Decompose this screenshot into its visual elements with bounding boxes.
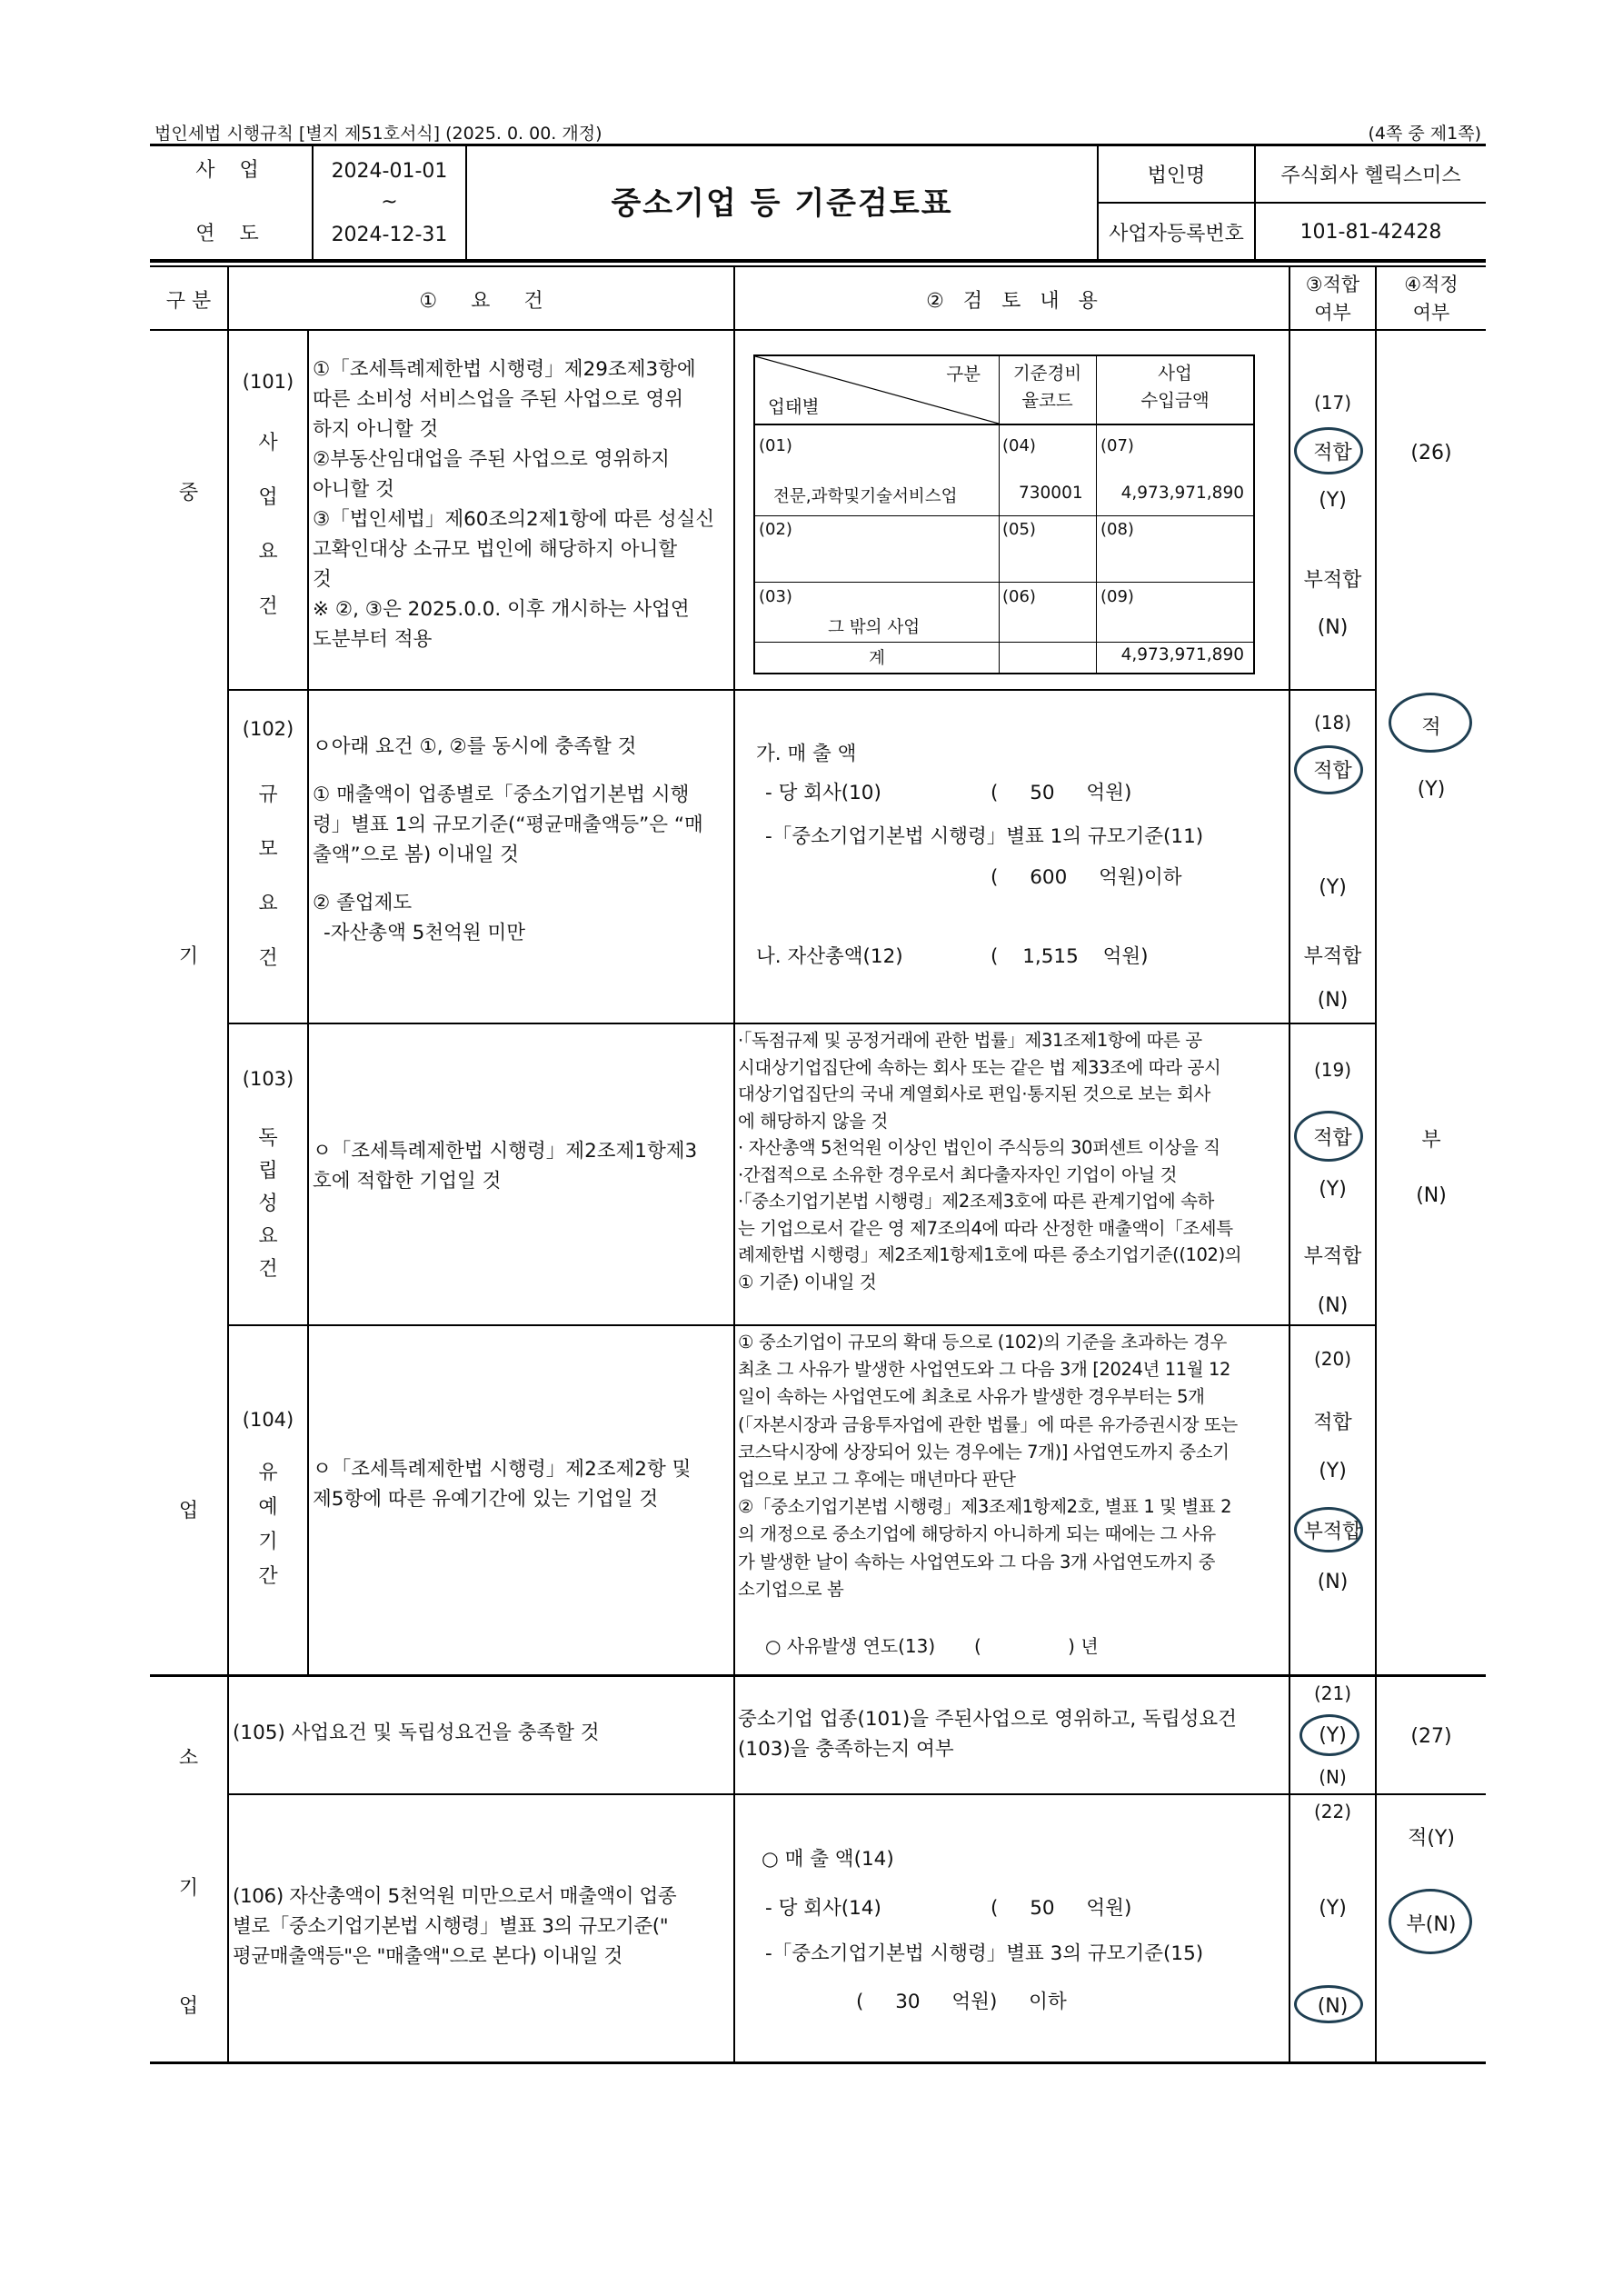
row01-industry: 전문,과학및기술서비스업 [773,487,958,506]
label-104: 유 예 기 간 [258,1462,278,1588]
rev-103: ·「독점규제 및 공정거래에 관한 법률」제31조제1항에 따른 공 시대상기업집단에 속하는 회사 또는 같은 법 제33조에 따라 공시 대상기업집단의 국내 계열회사로 편입·통지된 것으로 보는 회사 에 해당하지 않을 것 · 자산총액 5천억원 이상인 법인이 주식등의 30퍼센트 이상을 직 ·간접적으로 소유한 경우로서 최다출자자인 기업이 아닐 것 ·「중소기업기본법 시행령」제2조제3호에 따른 관계기업에 속하 는 기업으로서 같은 영 제7조의4에 따라 산정한 매출액이「조세특 례제한법 시행령」제2조제1항제1호에 따른 중소기업기준((102)의 ① 기준) 이내일 것 [738,1030,1242,1293]
row03-amount-no: (09) [1100,587,1134,606]
side-label-small-1: 소 [178,1746,199,1770]
col4-26: (26) [1410,441,1452,464]
rev-102-sales: 가. 매 출 액 [756,743,857,765]
industry-table-industry: 업태별 [768,396,820,417]
corp-name: 주식회사 헬릭스미스 [1280,164,1461,187]
req-104: ㅇ「조세특례제한법 시행령」제2조제2항 및 제5항에 따른 유예기간에 있는 기업일 것 [313,1458,692,1511]
col4-fit-y: (Y) [1417,777,1446,801]
fit-y-106: (Y) [1319,1896,1347,1920]
circle-mark-fit-101 [1294,427,1363,474]
req-105: (105) 사업요건 및 독립성요건을 충족할 것 [233,1722,600,1744]
fit-y-102: (Y) [1319,875,1347,899]
rev-106-standard: -「중소기업기본법 시행령」별표 3의 규모기준(15) [765,1942,1204,1965]
col4-fit: 적 [1421,715,1441,739]
circle-mark-n-106 [1294,1985,1363,2023]
corp-name-label: 법인명 [1147,164,1206,187]
col-fit4: ④적정 여부 [1404,274,1459,324]
row01-amount: 4,973,971,890 [1120,484,1244,503]
req-103: ㅇ「조세특례제한법 시행령」제2조제1항제3 호에 적합한 기업일 것 [313,1140,698,1193]
rev-102-assets: 나. 자산총액(12) [756,945,903,968]
fit-102: 적합 [1313,759,1352,783]
side-label-sme-2: 기 [178,944,199,968]
col-requirement: ① 요 건 [419,289,543,313]
fit-no-17: (17) [1313,392,1352,414]
fit-y-101: (Y) [1319,488,1347,512]
form-reference: 법인세법 시행규칙 [별지 제51호서식] (2025. 0. 00. 개정) [154,124,602,144]
fit-103: 적합 [1313,1126,1352,1150]
row01-code: 730001 [1019,484,1083,503]
req-101: ①「조세특례제한법 시행령」제29조제3항에 따른 소비성 서비스업을 주된 사업으로 영위 하지 아니할 것 ②부동산임대업을 주된 사업으로 영위하지 아니할 것 ③「법인세법」제60조의2제1항에 따른 성실신 고확인대상 소규모 법인에 해당하지 아니할 것 ※ ②, ③은 2025.0.0. 이후 개시하는 사업연 도분부터 적용 [313,358,715,651]
col-review: ② 검 토 내 용 [926,289,1098,313]
col-category: 구 분 [165,289,212,313]
circle-mark-unfit-104 [1294,1507,1363,1552]
fit-104: 적합 [1313,1411,1352,1434]
unfit-n-103: (N) [1317,1293,1349,1317]
biz-year-label-2: 연 도 [195,222,268,245]
total-label: 계 [869,649,885,668]
sme-section-rule [150,1674,1486,1677]
rev-106-company-value: ( 50 억원) [991,1897,1132,1920]
row03-code-no: (06) [1002,587,1036,606]
col4-nonfit-n: (N) [1416,1183,1447,1207]
industry-table-amount-header: 사업 수입금액 [1140,363,1210,411]
col-fit3: ③적합 여부 [1305,274,1360,324]
rev-104-year: ○ 사유발생 연도(13) [765,1635,936,1657]
rev-106-company: - 당 회사(14) [765,1897,881,1920]
code-101: (101) [242,371,294,393]
unfit-n-105: (N) [1319,1766,1347,1788]
unfit-102: 부적합 [1303,944,1362,968]
rev-102-standard-value: ( 600 억원)이하 [991,866,1182,889]
page-indicator: (4쪽 중 제1쪽) [1368,124,1481,144]
industry-table-code-header: 기준경비 율코드 [1012,363,1082,411]
side-label-sme-1: 중 [178,481,199,504]
row01-amount-no: (07) [1100,436,1134,455]
industry-table-header-diagonal [755,356,999,424]
unfit-101: 부적합 [1303,568,1362,592]
page-title: 중소기업 등 기준검토표 [611,185,953,222]
industry-table [753,354,1255,674]
reg-no-label: 사업자등록번호 [1109,222,1244,245]
col4-nonfit: 부 [1421,1128,1441,1152]
fit-y-105: (Y) [1319,1723,1347,1747]
table-bottom-rule [150,2061,1486,2064]
row01-code-no: (04) [1002,436,1036,455]
fit-no-21: (21) [1313,1682,1352,1704]
rev-104-year-value: ( ) 년 [974,1635,1099,1657]
fit-y-104: (Y) [1319,1459,1347,1482]
label-103: 독 립 성 요 건 [258,1127,278,1281]
row03-industry: 그 밖의 사업 [828,618,921,637]
unfit-104: 부적합 [1303,1520,1362,1543]
header-bottom-rule [150,259,1486,263]
reg-no: 101-81-42428 [1299,220,1442,244]
side-label-small-3: 업 [178,1994,199,2018]
rev-106-sales: ○ 매 출 액(14) [762,1848,894,1871]
period-end: 2024-12-31 [331,223,448,246]
col4-27: (27) [1410,1724,1452,1748]
label-102: 규 모 요 건 [258,784,278,970]
fit-no-20: (20) [1313,1348,1352,1370]
period-tilde: ~ [381,190,398,214]
circle-mark-col4-fit [1389,693,1472,753]
circle-mark-fit-103 [1294,1111,1363,1162]
unfit-103: 부적합 [1303,1244,1362,1268]
fit-y-103: (Y) [1319,1177,1347,1201]
label-101: 사 업 요 건 [258,432,278,618]
industry-table-gubun: 구분 [946,364,981,384]
row02-no: (02) [759,520,792,539]
fit-no-19: (19) [1313,1059,1352,1081]
circle-mark-y-105 [1299,1714,1359,1756]
fit-no-22: (22) [1313,1801,1352,1822]
row03-no: (03) [759,587,792,606]
col4-nonfit-n-106: 부(N) [1406,1912,1457,1936]
rev-102-company: - 당 회사(10) [765,782,881,804]
unfit-n-104: (N) [1317,1570,1349,1593]
row01-no: (01) [759,436,792,455]
unfit-n-106: (N) [1317,1994,1349,2018]
side-label-small-2: 기 [178,1876,199,1900]
req-106: (106) 자산총액이 5천억원 미만으로서 매출액이 업종 별로「중소기업기본법 시행령」별표 3의 규모기준(" 평균매출액등"은 "매출액"으로 본다) 이내일 것 [233,1885,677,1968]
col4-fit-y-106: 적(Y) [1408,1826,1455,1850]
row02-code-no: (05) [1002,520,1036,539]
req-102: ㅇ아래 요건 ①, ②를 동시에 충족할 것 ① 매출액이 업종별로「중소기업기본법 시행 령」별표 1의 규모기준(“평균매출액등”은 “매 출액”으로 봄) 이내일 것 ② 졸업제도 -자산총액 5천억원 미만 [313,735,703,944]
rev-102-standard: -「중소기업기본법 시행령」별표 1의 규모기준(11) [765,825,1204,848]
rev-104: ① 중소기업이 규모의 확대 등으로 (102)의 기준을 초과하는 경우 최초 그 사유가 발생한 사업연도와 그 다음 3개 [2024년 11월 12 일이 속하는 사업연도에 최초로 사유가 발생한 경우부터는 5개 (「자본시장과 금융투자업에 관한 법률」에 따른 유가증권시장 또는 코스닥시장에 상장되어 있는 경우에는 7개)] 사업연도까지 중소기 업으로 보고 그 후에는 매년마다 판단 ②「중소기업기본법 시행령」제3조제1항제2호, 별표 1 및 별표 2 의 개정으로 중소기업에 해당하지 아니하게 되는 때에는 그 사유 가 발생한 날이 속하는 사업연도와 그 다음 3개 사업연도까지 중 소기업으로 봄 [738,1332,1238,1600]
code-102: (102) [242,718,294,740]
rev-106-standard-value: ( 30 억원) 이하 [856,1991,1067,2013]
row02-amount-no: (08) [1100,520,1134,539]
top-rule [150,144,1486,146]
fit-101: 적합 [1313,441,1352,464]
circle-mark-col4-106 [1389,1889,1472,1954]
rev-102-assets-value: ( 1,515 억원) [991,945,1149,968]
biz-year-label-1: 사 업 [195,158,268,182]
column-header-rule [150,329,1486,331]
unfit-n-102: (N) [1317,988,1349,1012]
rev-105: 중소기업 업종(101)을 주된사업으로 영위하고, 독립성요건 (103)을 충족하는지 여부 [738,1708,1237,1761]
code-103: (103) [242,1068,294,1090]
code-104: (104) [242,1409,294,1431]
rev-102-company-value: ( 50 억원) [991,782,1132,804]
unfit-n-101: (N) [1317,615,1349,639]
side-label-sme-3: 업 [178,1499,199,1522]
fit-no-18: (18) [1313,712,1352,734]
circle-mark-fit-102 [1294,745,1363,794]
period-start: 2024-01-01 [331,159,448,183]
total-amount: 4,973,971,890 [1120,645,1244,664]
